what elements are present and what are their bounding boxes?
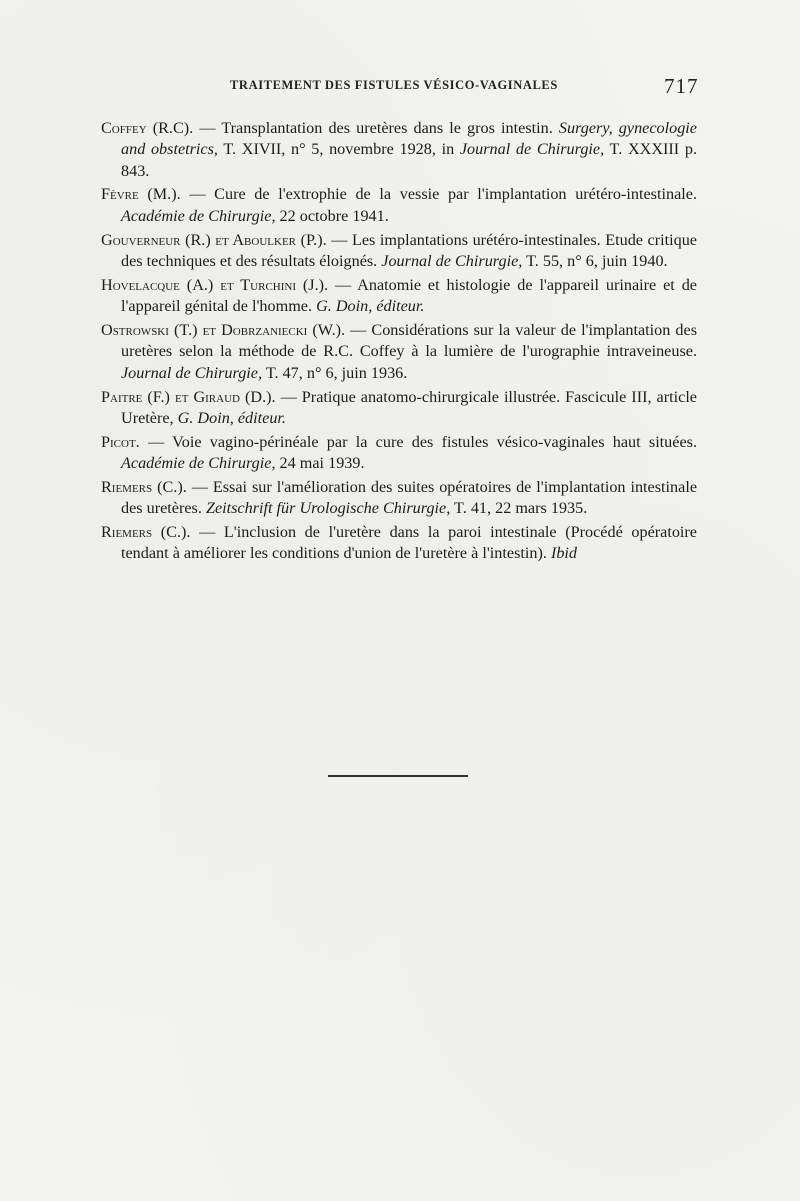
reference-list	[101, 118, 697, 567]
reference-source: Académie de Chirurgie,	[121, 206, 276, 225]
running-head: TRAITEMENT DES FISTULES VÉSICO-VAGINALES	[230, 78, 558, 92]
reference-author: Ostrowski (T.) et Dobrzaniecki (W.).	[101, 321, 346, 340]
reference-source: G. Doin, éditeur.	[177, 408, 286, 427]
reference-text: — Considérations sur la valeur de l'implantation des uretères selon la méthode de R.C. Coffey à la lumière de l'urographie intraveineuse.	[121, 321, 697, 361]
reference-author: Coffey (R.C).	[101, 119, 194, 137]
reference-author: Gouverneur (R.) et Aboulker (P.).	[101, 230, 327, 249]
reference-text: — Voie vagino-périnéale par la cure des fistules vésico-vaginales haut situées.	[147, 432, 697, 451]
reference-source: Journal de Chirurgie,	[459, 140, 605, 159]
reference-text: — Cure de l'extrophie de la vessie par l'implantation urétéro-intestinale.	[189, 185, 697, 204]
reference-details: T. 55, n° 6, juin 1940.	[526, 251, 668, 270]
reference-entry	[101, 275, 697, 318]
reference-source: Ibid	[550, 544, 578, 563]
reference-text: — Anatomie et histologie de l'appareil urinaire et de l'appareil génital de l'homme.	[121, 275, 697, 316]
reference-author: Riemers (C.).	[101, 523, 191, 542]
reference-entry	[101, 432, 697, 475]
reference-text: — Les implantations urétéro-intestinales. Etude critique des techniques et des résultats éloignés.	[121, 230, 697, 270]
reference-entry	[101, 118, 697, 182]
reference-entry	[101, 184, 697, 227]
reference-details: T. 47, n° 6, juin 1936.	[265, 363, 408, 382]
reference-details: T. XIVII, n° 5, novembre 1928, in	[223, 140, 455, 159]
reference-author: Riemers (C.).	[101, 477, 187, 496]
reference-entry	[101, 522, 697, 565]
reference-source: G. Doin, éditeur.	[316, 297, 425, 316]
reference-author: Paitre (F.) et Giraud (D.).	[101, 387, 276, 406]
reference-author: Picot.	[101, 432, 140, 451]
reference-author: Hovelacque (A.) et Turchini (J.).	[101, 275, 329, 294]
reference-text: — L'inclusion de l'uretère dans la paroi intestinale (Procédé opératoire tendant à améliorer les conditions d'union de l'uretère à l'intestin).	[121, 523, 697, 563]
reference-details: T. 41, 22 mars 1935.	[454, 499, 588, 518]
page-number: 717	[664, 74, 699, 98]
reference-text: — Essai sur l'amélioration des suites opératoires de l'implantation intestinale des uretères.	[121, 477, 697, 518]
reference-text: — Pratique anatomo-chirurgicale illustrée. Fascicule III, article Uretère,	[121, 387, 697, 427]
reference-entry	[101, 387, 697, 430]
reference-details: T. XXXIII p. 843.	[121, 140, 698, 180]
reference-source: Académie de Chirurgie,	[121, 454, 276, 473]
reference-author: Fèvre (M.).	[101, 185, 181, 204]
reference-text: — Transplantation des uretères dans le gros intestin.	[199, 119, 553, 137]
reference-source: Journal de Chirurgie,	[121, 363, 263, 382]
reference-entry	[101, 477, 697, 520]
reference-details: 22 octobre 1941.	[279, 206, 389, 225]
reference-source: Journal de Chirurgie,	[381, 251, 523, 270]
reference-details: 24 mai 1939.	[279, 454, 365, 473]
closing-rule	[328, 775, 468, 777]
reference-source: Surgery, gynecologie and obstetrics,	[121, 119, 697, 159]
reference-entry	[101, 230, 697, 273]
reference-entry	[101, 320, 697, 384]
reference-source: Zeitschrift für Urologische Chirurgie,	[205, 499, 451, 518]
